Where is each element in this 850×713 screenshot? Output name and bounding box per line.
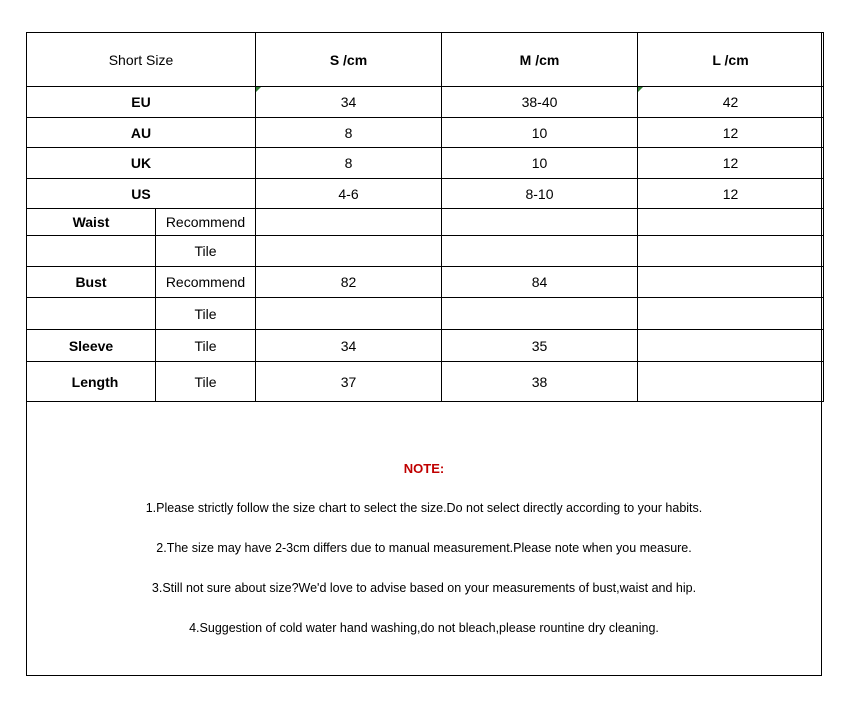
- region-value: 12: [638, 148, 824, 179]
- region-label: UK: [27, 148, 256, 179]
- measurement-type: Tile: [156, 298, 256, 330]
- measurement-value: [256, 298, 442, 330]
- corner-mark: [256, 87, 261, 92]
- note-line: 2.The size may have 2-3cm differs due to manual measurement.Please note when you measure.: [156, 541, 692, 555]
- size-header-m: M /cm: [442, 33, 638, 87]
- region-value: 8-10: [442, 179, 638, 209]
- measurement-value: [256, 209, 442, 236]
- measurement-value: [638, 209, 824, 236]
- region-value: 34: [256, 87, 442, 118]
- region-value: 10: [442, 148, 638, 179]
- region-row-eu: [27, 87, 824, 118]
- measurement-row-bust-tile: [27, 298, 824, 330]
- region-label: US: [27, 179, 256, 209]
- region-row-au: [27, 118, 824, 148]
- measurement-value: 35: [442, 330, 638, 362]
- note-title: NOTE:: [403, 461, 445, 476]
- chart-title: Short Size: [27, 33, 256, 87]
- note-line: 3.Still not sure about size?We'd love to advise based on your measurements of bust,waist and hip.: [151, 581, 697, 595]
- measurement-value: 82: [256, 267, 442, 298]
- region-value: 8: [256, 148, 442, 179]
- note-line: 1.Please strictly follow the size chart to select the size.Do not select directly according to your habits.: [145, 501, 703, 515]
- header-row: [27, 33, 824, 87]
- note-line: 4.Suggestion of cold water hand washing,do not bleach,please rountine dry cleaning.: [189, 621, 659, 635]
- region-value: 42: [638, 87, 824, 118]
- region-value: 10: [442, 118, 638, 148]
- measurement-row-waist-tile: [27, 236, 824, 267]
- measurement-type: Tile: [156, 362, 256, 402]
- measurement-name: [27, 236, 156, 267]
- measurement-value: 34: [256, 330, 442, 362]
- corner-mark: [638, 87, 643, 92]
- region-value: 12: [638, 179, 824, 209]
- measurement-name: Waist: [27, 209, 156, 236]
- measurement-value: 84: [442, 267, 638, 298]
- measurement-value: [638, 298, 824, 330]
- measurement-value: [442, 209, 638, 236]
- size-header-l: L /cm: [638, 33, 824, 87]
- measurement-value: [256, 236, 442, 267]
- region-value: 38-40: [442, 87, 638, 118]
- measurement-name: [27, 298, 156, 330]
- measurement-value: [638, 362, 824, 402]
- region-row-uk: [27, 148, 824, 179]
- measurement-type: Tile: [156, 236, 256, 267]
- measurement-row-bust-recommend: [27, 267, 824, 298]
- size-header-s: S /cm: [256, 33, 442, 87]
- measurement-name: Length: [27, 362, 156, 402]
- measurement-value: [442, 236, 638, 267]
- measurement-value: 38: [442, 362, 638, 402]
- region-row-us: [27, 179, 824, 209]
- measurement-row-length: [27, 362, 824, 402]
- size-chart-table: [26, 32, 824, 402]
- measurement-name: Sleeve: [27, 330, 156, 362]
- measurement-value: [638, 236, 824, 267]
- measurement-type: Recommend: [156, 209, 256, 236]
- measurement-value: [638, 330, 824, 362]
- region-value: 8: [256, 118, 442, 148]
- region-label: EU: [27, 87, 256, 118]
- measurement-row-sleeve: [27, 330, 824, 362]
- region-value: 4-6: [256, 179, 442, 209]
- measurement-type: Tile: [156, 330, 256, 362]
- measurement-type: Recommend: [156, 267, 256, 298]
- measurement-value: [442, 298, 638, 330]
- region-value: 12: [638, 118, 824, 148]
- measurement-row-waist-recommend: [27, 209, 824, 236]
- measurement-value: [638, 267, 824, 298]
- region-label: AU: [27, 118, 256, 148]
- measurement-value: 37: [256, 362, 442, 402]
- measurement-name: Bust: [27, 267, 156, 298]
